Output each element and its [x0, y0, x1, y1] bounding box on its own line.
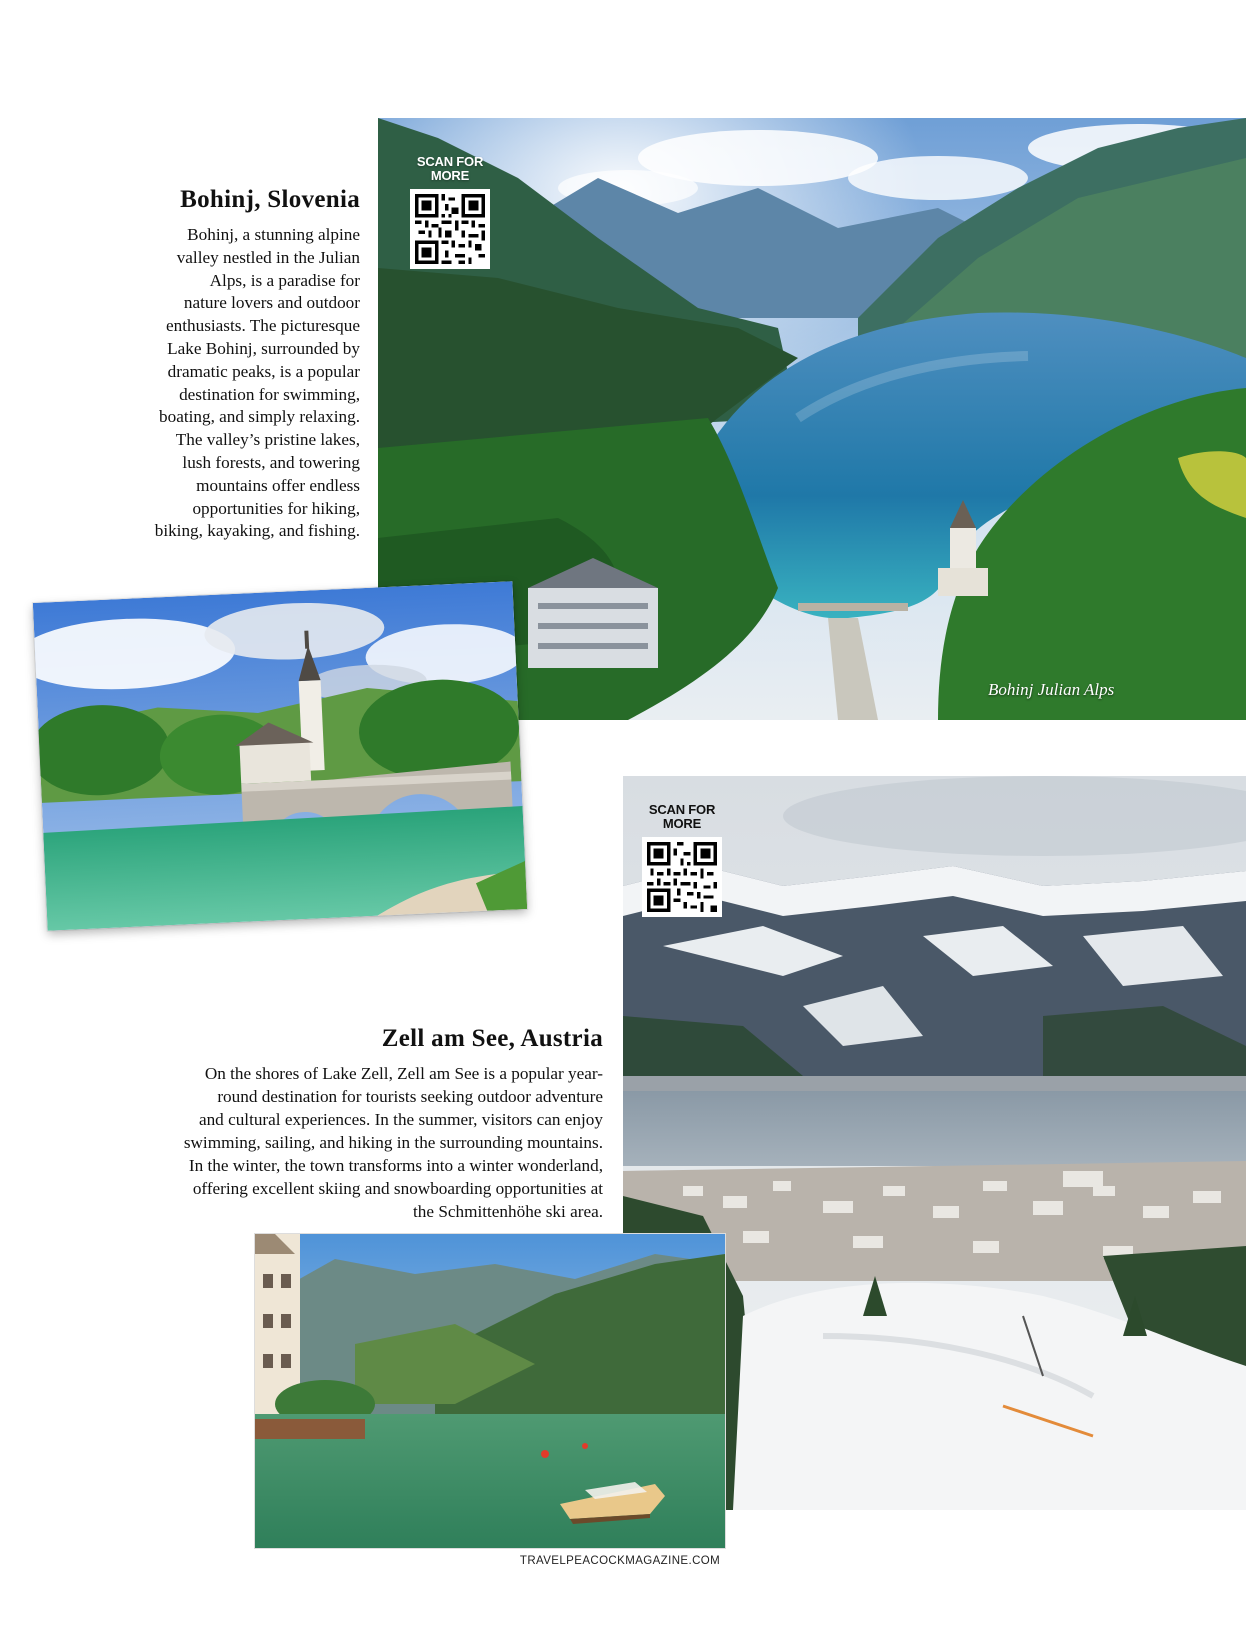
qr-code[interactable]: [410, 189, 490, 269]
text-line: swimming, sailing, and hiking in the surrounding mountains.: [183, 1133, 603, 1152]
zell-qr-block: [641, 803, 723, 917]
text-line: Lake Bohinj, surrounded by: [167, 338, 360, 358]
text-line: and cultural experiences. In the summer, visitors can enjoy: [198, 1110, 603, 1129]
qr-label-line: MORE: [662, 816, 702, 831]
text-line: Alps, is a paradise for: [209, 270, 360, 290]
bohinj-qr-block: [409, 155, 491, 269]
bohinj-heading: Bohinj, Slovenia: [180, 186, 360, 213]
qr-code[interactable]: [642, 837, 722, 917]
zell-heading: Zell am See, Austria: [381, 1025, 603, 1052]
bohinj-photo-caption: Bohinj Julian Alps: [988, 680, 1115, 699]
qr-label: [641, 803, 723, 831]
text-line: offering excellent skiing and snowboarding opportunities at: [192, 1179, 603, 1198]
qr-label-line: MORE: [430, 168, 470, 183]
qr-label-line: SCAN FOR: [416, 154, 484, 169]
zell-body-text: [110, 1062, 603, 1223]
text-line: The valley’s pristine lakes,: [175, 430, 360, 450]
text-line: enthusiasts. The picturesque: [166, 316, 360, 336]
text-line: mountains offer endless: [196, 475, 360, 495]
text-line: destination for swimming,: [179, 384, 360, 404]
bohinj-church-bridge-photo: [33, 581, 527, 930]
text-line: opportunities for hiking,: [192, 498, 360, 518]
text-line: the Schmittenhöhe ski area.: [413, 1202, 603, 1221]
zell-lake-boat-photo: [254, 1233, 726, 1549]
text-line: Bohinj, a stunning alpine: [187, 225, 360, 244]
text-line: In the winter, the town transforms into a winter wonderland,: [188, 1156, 603, 1175]
bohinj-body-text: [110, 224, 360, 543]
text-line: boating, and simply relaxing.: [159, 407, 360, 427]
text-line: biking, kayaking, and fishing.: [154, 521, 360, 541]
text-line: nature lovers and outdoor: [183, 293, 360, 313]
qr-label: [409, 155, 491, 183]
text-line: valley nestled in the Julian: [176, 247, 360, 267]
text-line: On the shores of Lake Zell, Zell am See is a popular year-: [204, 1064, 603, 1083]
text-line: lush forests, and towering: [182, 452, 360, 472]
magazine-website-footer: TRAVELPEACOCKMAGAZINE.COM: [519, 1555, 721, 1567]
text-line: dramatic peaks, is a popular: [167, 361, 360, 381]
text-line: round destination for tourists seeking outdoor adventure: [217, 1087, 603, 1106]
qr-label-line: SCAN FOR: [648, 802, 716, 817]
